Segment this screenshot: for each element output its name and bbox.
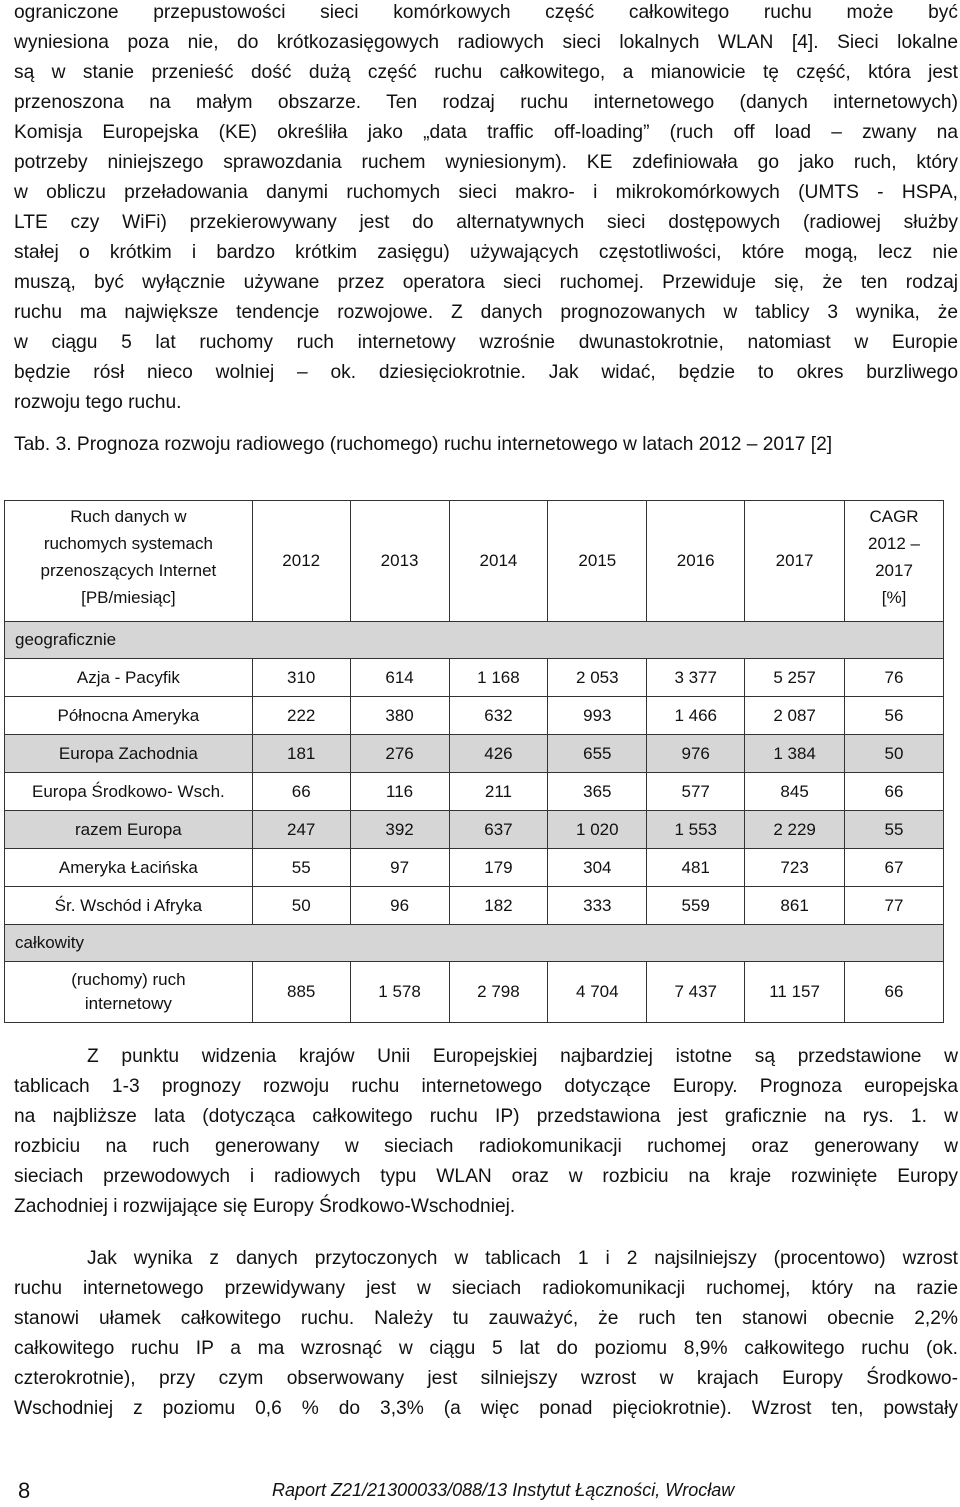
- paragraph-2: [14, 1042, 958, 1222]
- total-value-cell: 11 157: [745, 962, 845, 1023]
- value-cell: 304: [548, 849, 647, 887]
- cagr-cell: 76: [845, 659, 944, 697]
- text-line: ruchu internetowego przewidywany jest w sieciach radiokomunikacji ruchomej, który na razie: [14, 1278, 958, 1299]
- value-cell: 179: [449, 849, 548, 887]
- value-cell: 637: [449, 811, 548, 849]
- year-header: 2015: [548, 501, 647, 622]
- total-row: [5, 962, 944, 1023]
- value-cell: 333: [548, 887, 647, 925]
- total-value-cell: 885: [252, 962, 350, 1023]
- text-line: tablicach 1-3 prognozy rozwoju ruchu internetowego dotyczące Europy. Prognoza europejska: [14, 1076, 958, 1097]
- table-row: [5, 659, 944, 697]
- cagr-header-line: 2017: [875, 561, 913, 580]
- value-cell: 97: [350, 849, 449, 887]
- paragraph-3: [14, 1244, 958, 1424]
- text-line: Komisja Europejska (KE) określiła jako „data traffic off-loading” (ruch off load – zwany na: [14, 122, 958, 143]
- cagr-cell: 67: [845, 849, 944, 887]
- page-number: 8: [18, 1478, 31, 1503]
- value-cell: 481: [647, 849, 745, 887]
- region-name: razem Europa: [5, 811, 253, 849]
- text-line: Jak wynika z danych przytoczonych w tablicach 1 i 2 najsilniejszy (procentowo) wzrost: [87, 1248, 958, 1269]
- value-cell: 1 020: [548, 811, 647, 849]
- total-name: [5, 962, 253, 1023]
- text-line: ograniczone przepustowości sieci komórkowych część całkowitego ruchu może być: [14, 2, 958, 23]
- value-cell: 96: [350, 887, 449, 925]
- value-cell: 50: [252, 887, 350, 925]
- value-cell: 632: [449, 697, 548, 735]
- value-cell: 976: [647, 735, 745, 773]
- region-name: Europa Środkowo- Wsch.: [5, 773, 253, 811]
- header-label-cell: [5, 501, 253, 622]
- text-line: w ciągu 5 lat ruchomy ruch internetowy wzrośnie dwunastokrotnie, natomiast w Europie: [14, 332, 958, 353]
- text-line: Z punktu widzenia krajów Unii Europejskiej najbardziej istotne są przedstawione w: [87, 1046, 958, 1067]
- value-cell: 2 229: [745, 811, 845, 849]
- value-cell: 655: [548, 735, 647, 773]
- table-caption: Tab. 3. Prognoza rozwoju radiowego (ruchomego) ruchu internetowego w latach 2012 – 2017 [2]: [14, 434, 833, 455]
- region-name: Ameryka Łacińska: [5, 849, 253, 887]
- text-line: w obliczu przeładowania danymi ruchomych sieci makro- i mikrokomórkowych (UMTS - HSPA,: [14, 182, 958, 203]
- value-cell: 3 377: [647, 659, 745, 697]
- text-line: LTE czy WiFi) przekierowywany jest do alternatywnych sieci dostępowych (radiowej służby: [14, 212, 958, 233]
- value-cell: 2 053: [548, 659, 647, 697]
- header-label-line: ruchomych systemach: [43, 534, 213, 553]
- value-cell: 577: [647, 773, 745, 811]
- value-cell: 66: [252, 773, 350, 811]
- footer-report: Raport Z21/21300033/088/13 Instytut Łączności, Wrocław: [272, 1480, 735, 1500]
- value-cell: 2 087: [745, 697, 845, 735]
- total-value-cell: 1 578: [350, 962, 449, 1023]
- value-cell: 181: [252, 735, 350, 773]
- text-line: rozbiciu na ruch generowany w sieciach radiokomunikacji ruchomej oraz generowany w: [14, 1136, 958, 1157]
- region-name: Azja - Pacyfik: [5, 659, 253, 697]
- value-cell: 1 168: [449, 659, 548, 697]
- total-value-cell: 7 437: [647, 962, 745, 1023]
- year-header: 2013: [350, 501, 449, 622]
- region-name: Europa Zachodnia: [5, 735, 253, 773]
- year-header: 2017: [745, 501, 845, 622]
- value-cell: 723: [745, 849, 845, 887]
- year-header: 2012: [252, 501, 350, 622]
- cagr-header-line: CAGR: [869, 507, 919, 526]
- cagr-cell: 77: [845, 887, 944, 925]
- value-cell: 55: [252, 849, 350, 887]
- value-cell: 365: [548, 773, 647, 811]
- header-label-line: Ruch danych w: [70, 507, 187, 526]
- value-cell: 614: [350, 659, 449, 697]
- cagr-header-line: 2012 –: [868, 534, 921, 553]
- text-line: potrzeby niniejszego sprawozdania ruchem wyniesionym). KE zdefiniowała go jako ruch, który: [14, 152, 958, 173]
- text-line: stałej o krótkim i bardzo krótkim zasięgu) używających częstotliwości, które mogą, lecz nie: [14, 242, 958, 263]
- text-line: sieciach przewodowych i radiowych typu WLAN oraz w rozbiciu na kraje rozwinięte Europy: [14, 1166, 958, 1187]
- text-line: stanowi ułamek całkowitego ruchu. Należy tu zauważyć, że ruch ten stanowi obecnie 2,2%: [14, 1308, 958, 1329]
- table-row: [5, 697, 944, 735]
- value-cell: 993: [548, 697, 647, 735]
- value-cell: 426: [449, 735, 548, 773]
- text-line: czterokrotnie), przy czym obserwowany jest silniejszy wzrost w krajach Europy Środkowo-: [14, 1368, 958, 1389]
- cagr-header: [845, 501, 944, 622]
- text-line: muszą, być wyłącznie używane przez operatora sieci ruchomej. Przewiduje się, że ten rodzaj: [14, 272, 958, 293]
- text-line: są w stanie przenieść dość dużą część ruchu całkowitego, a mianowicie tę część, która jest: [14, 62, 958, 83]
- text-line: przenoszona na małym obszarze. Ten rodzaj ruchu internetowego (danych internetowych): [14, 92, 958, 113]
- text-line: rozwoju tego ruchu.: [14, 392, 182, 413]
- total-label-row: [5, 925, 944, 962]
- paragraph-1: [14, 0, 958, 418]
- value-cell: 182: [449, 887, 548, 925]
- total-value-cell: 2 798: [449, 962, 548, 1023]
- value-cell: 380: [350, 697, 449, 735]
- cagr-header-line: [%]: [881, 588, 907, 607]
- value-cell: 392: [350, 811, 449, 849]
- value-cell: 5 257: [745, 659, 845, 697]
- value-cell: 247: [252, 811, 350, 849]
- value-cell: 861: [745, 887, 845, 925]
- table-header-row: [5, 501, 944, 622]
- total-cagr-cell: 66: [845, 962, 944, 1023]
- table-row: [5, 735, 944, 773]
- value-cell: 116: [350, 773, 449, 811]
- header-label-line: przenoszących Internet: [40, 561, 217, 580]
- cagr-cell: 55: [845, 811, 944, 849]
- header-label-line: [PB/miesiąc]: [81, 588, 176, 607]
- total-value-cell: 4 704: [548, 962, 647, 1023]
- region-name: Północna Ameryka: [5, 697, 253, 735]
- text-line: ruchu ma największe tendencje rozwojowe. Z danych prognozowanych w tablicy 3 wynika, że: [14, 302, 958, 323]
- text-line: Wschodniej z poziomu 0,6 % do 3,3% (a więc ponad pięciokrotnie). Wzrost ten, powstały: [14, 1398, 958, 1419]
- value-cell: 276: [350, 735, 449, 773]
- text-line: wyniesiona poza nie, do krótkozasięgowych radiowych sieci lokalnych WLAN [4]. Sieci lokalne: [14, 32, 958, 53]
- value-cell: 559: [647, 887, 745, 925]
- region-name: Śr. Wschód i Afryka: [5, 887, 253, 925]
- value-cell: 211: [449, 773, 548, 811]
- year-header: 2014: [449, 501, 548, 622]
- value-cell: 1 553: [647, 811, 745, 849]
- cagr-cell: 50: [845, 735, 944, 773]
- forecast-table: [4, 500, 944, 1023]
- value-cell: 1 384: [745, 735, 845, 773]
- geo-label: geograficznie: [5, 622, 944, 659]
- table-row: [5, 773, 944, 811]
- cagr-cell: 56: [845, 697, 944, 735]
- text-line: na najbliższe lata (dotycząca całkowitego ruchu IP) przedstawiona jest graficznie na rys. 1. w: [14, 1106, 958, 1127]
- total-label: całkowity: [5, 925, 944, 962]
- text-line: całkowitego ruchu IP a ma wzrosnąć w ciągu 5 lat do poziomu 8,9% całkowitego ruchu (ok.: [14, 1338, 958, 1359]
- table-row: [5, 811, 944, 849]
- text-line: będzie rósł nieco wolniej – ok. dziesięciokrotnie. Jak widać, będzie to okres burzliwego: [14, 362, 958, 383]
- geo-label-row: [5, 622, 944, 659]
- text-line: Zachodniej i rozwijające się Europy Środkowo-Wschodniej.: [14, 1196, 516, 1217]
- table-row: [5, 849, 944, 887]
- value-cell: 222: [252, 697, 350, 735]
- value-cell: 310: [252, 659, 350, 697]
- cagr-cell: 66: [845, 773, 944, 811]
- year-header: 2016: [647, 501, 745, 622]
- total-name-line: internetowy: [84, 994, 172, 1013]
- table-row: [5, 887, 944, 925]
- value-cell: 1 466: [647, 697, 745, 735]
- value-cell: 845: [745, 773, 845, 811]
- total-name-line: (ruchomy) ruch: [71, 970, 186, 989]
